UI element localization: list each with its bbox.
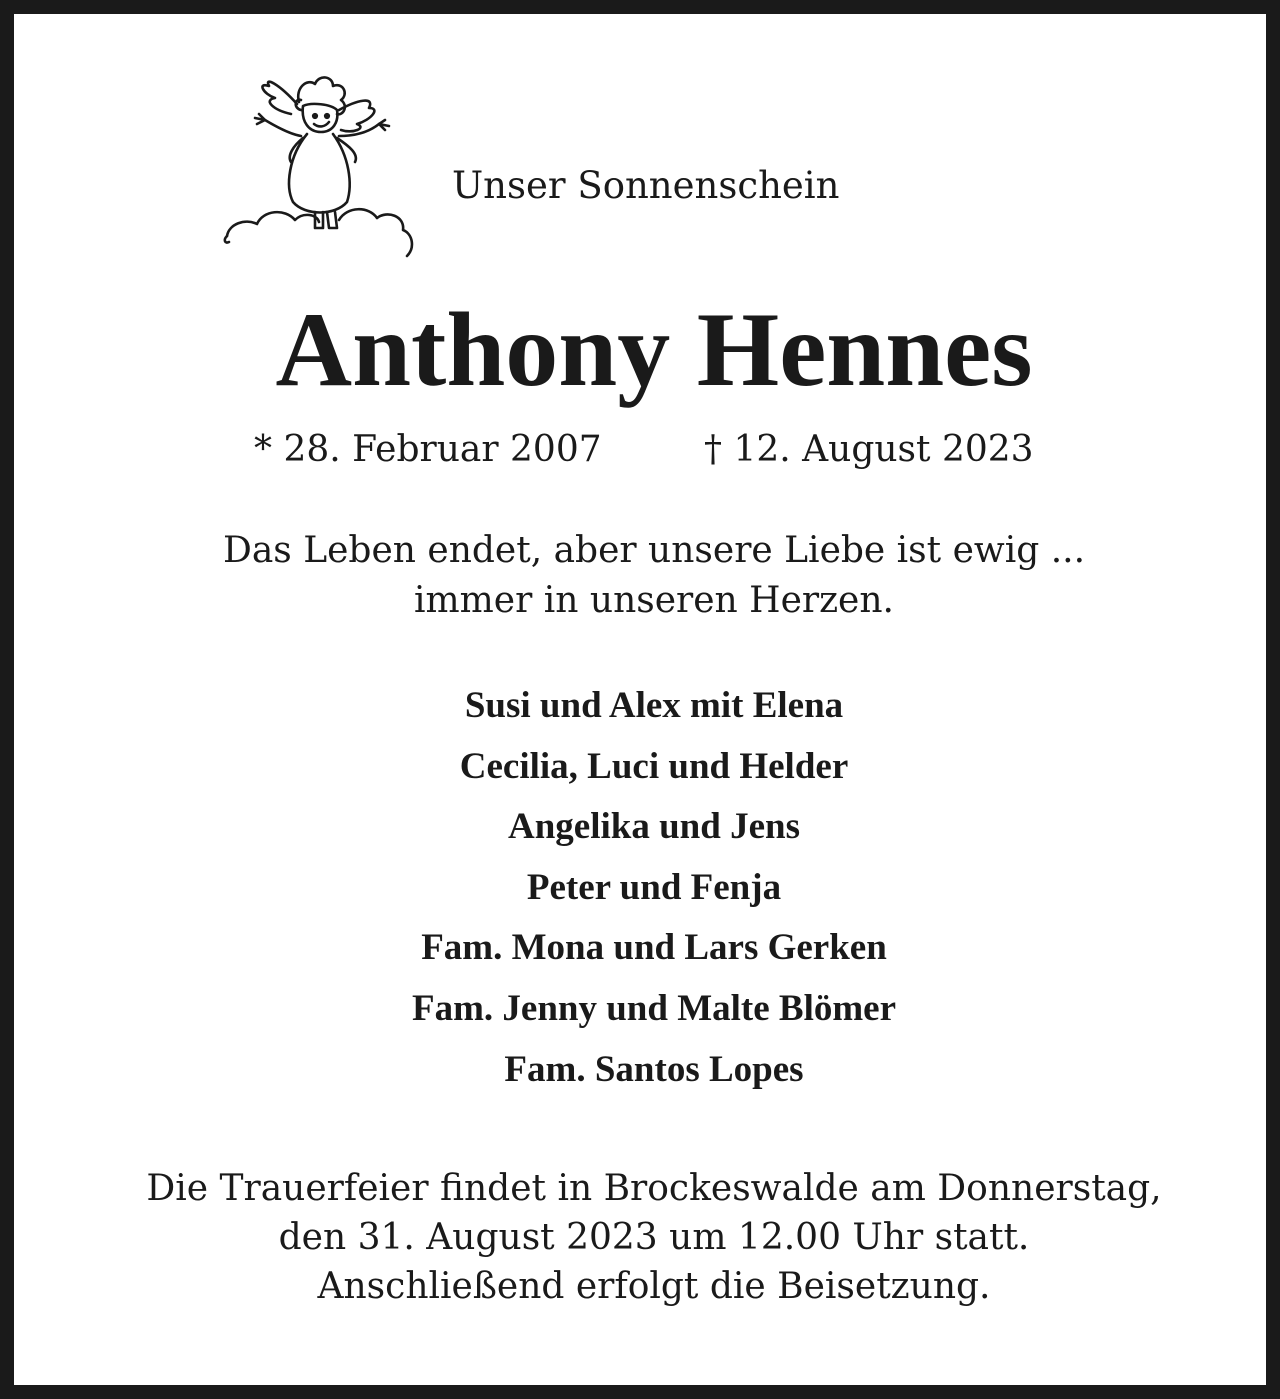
deceased-name: Anthony Hennes (275, 291, 1033, 408)
service-line: den 31. August 2023 um 12.00 Uhr statt. (278, 1217, 1030, 1258)
funeral-service-info (14, 1164, 1280, 1311)
mourner-line: Angelika und Jens (508, 806, 800, 848)
mourner-line: Peter und Fenja (526, 866, 782, 908)
mourner-line: Fam. Mona und Lars Gerken (421, 927, 887, 969)
subtitle: Unser Sonnenschein (452, 164, 840, 207)
mourner-line: Fam. Santos Lopes (504, 1048, 804, 1090)
memorial-verse (14, 526, 1280, 626)
mourners-list (14, 676, 1280, 1100)
verse-line: Das Leben endet, aber unsere Liebe ist ewig ... (222, 530, 1086, 571)
angel-on-cloud-icon (219, 64, 419, 264)
mourner-line: Fam. Jenny und Malte Blömer (411, 987, 897, 1029)
service-line: Die Trauerfeier findet in Brockeswalde am Donnerstag, (146, 1168, 1162, 1209)
verse-line: immer in unseren Herzen. (414, 580, 894, 621)
death-date: † 12. August 2023 (704, 429, 1034, 470)
birth-date: * 28. Februar 2007 (254, 429, 602, 470)
service-line: Anschließend erfolgt die Beisetzung. (317, 1266, 991, 1307)
mourner-line: Cecilia, Luci und Helder (459, 745, 849, 787)
mourner-line: Susi und Alex mit Elena (464, 685, 844, 726)
